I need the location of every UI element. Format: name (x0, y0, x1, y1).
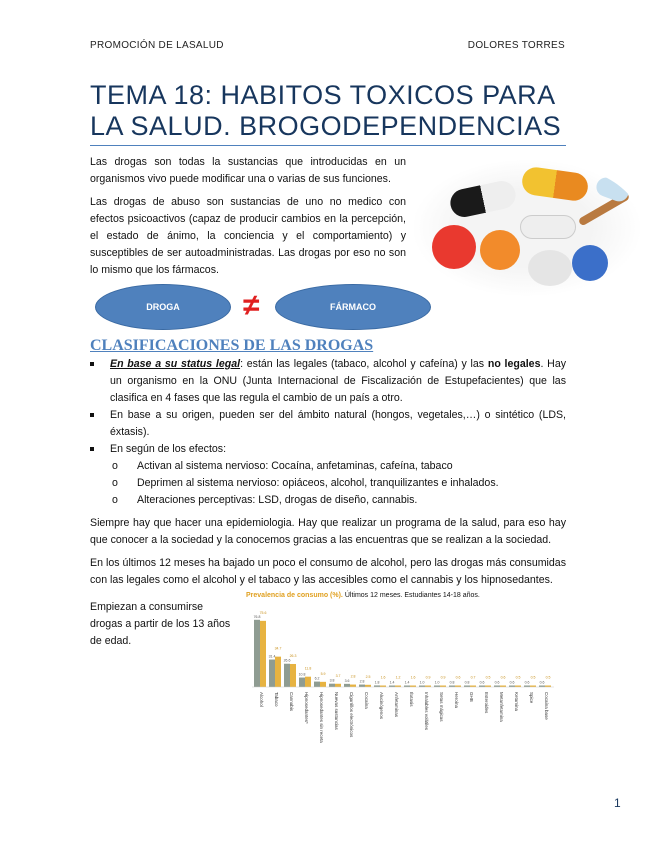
title-rule (90, 145, 566, 146)
data-label: 0.8 (464, 680, 470, 685)
data-label: 1.0 (434, 680, 440, 685)
paragraph-epidemiology: Siempre hay que hacer una epidemiologia. Hay que realizar un programa de la salud, para eso hay que conocer a la sociedad y la conocemos gracias a las encuentras que se realizan a la sociedad. (90, 517, 566, 546)
text: no legales (487, 358, 541, 370)
data-label: 0.6 (455, 675, 461, 680)
bar-2016 (350, 685, 356, 687)
category-label: GHB (469, 692, 474, 702)
data-label: 0.9 (440, 675, 446, 680)
header-left: PROMOCIÓN DE LASALUD (90, 40, 224, 51)
category-label: Alucinógenos (379, 692, 384, 720)
data-label: 2.5 (365, 674, 371, 679)
data-label: 0.9 (425, 675, 431, 680)
data-label: 0.5 (515, 675, 521, 680)
bar-2016 (305, 677, 311, 687)
intro-paragraph-1: Las drogas son todas la sustancias que introducidas en un organismos vivo puede modificar una o varias de sus funciones. (90, 156, 406, 185)
data-label: 2.8 (359, 679, 365, 684)
not-equal-symbol: ≠ (243, 289, 260, 322)
list-item: En base a su origen, pueden ser del ámbito natural (hongos, vegetales,…) o sintético (LDS, éxtasis). (90, 407, 566, 441)
data-label: 34.7 (274, 646, 282, 651)
bar-2016 (290, 664, 296, 687)
category-label: Inhalables volátiles (424, 692, 429, 731)
data-label: 1.0 (419, 680, 425, 685)
data-label: 0.6 (479, 680, 485, 685)
category-label: Ketamina (514, 692, 519, 712)
data-label: 31.4 (268, 654, 276, 659)
data-label: 0.8 (449, 680, 455, 685)
bar-2014 (329, 684, 335, 687)
chart-subtitle: Últimos 12 meses. Estudiantes 14-18 años. (344, 592, 480, 599)
bar-2016 (365, 685, 371, 687)
sub-list-item: o Alteraciones perceptivas: LSD, drogas de diseño, cannabis. (90, 492, 566, 509)
data-label: 3.6 (344, 678, 350, 683)
bar-2014 (284, 664, 290, 687)
category-label: Tabaco (274, 692, 279, 707)
data-label: 3.7 (335, 673, 341, 678)
intro-paragraph-2: Las drogas de abuso son sustancias de uno no medico con efectos psicoactivos (capaz de producir cambios en la percepción, el estado de ánimo, la conciencia y el comportamiento) y susceptibles de ser autoadministradas. Las drogas por eso no son lo mismo que los fármacos. (90, 196, 406, 276)
chart-svg (246, 591, 566, 755)
bar-2014 (314, 682, 320, 687)
text: : están las legales (tabaco, alcohol y cafeína) y las (240, 358, 488, 370)
data-label: 3.8 (329, 678, 335, 683)
data-label: 11.8 (304, 666, 312, 671)
category-label: Hipnosedantes* (304, 692, 309, 724)
category-label: Cocaína (364, 692, 369, 709)
data-label: 0.6 (524, 680, 530, 685)
data-label: 0.7 (470, 675, 476, 680)
bar-2016 (320, 682, 326, 687)
droga-oval: DROGA (95, 284, 231, 330)
category-label: Alcohol (259, 692, 264, 707)
list-item: En según de los efectos: (90, 441, 566, 458)
bar-2014 (359, 685, 365, 687)
data-label: 0.6 (500, 675, 506, 680)
data-label: 10.8 (298, 672, 306, 677)
data-label: 1.6 (410, 675, 416, 680)
data-label: 0.6 (509, 680, 515, 685)
category-label: Nuevas sustancias (334, 692, 339, 730)
data-label: 26.3 (289, 653, 297, 658)
classification-list (90, 356, 566, 509)
data-label: 76.8 (253, 614, 261, 619)
data-label: 75.6 (259, 610, 267, 615)
data-label: 0.6 (539, 680, 545, 685)
data-label: 1.4 (404, 680, 410, 685)
sub-list-item: o Activan al sistema nervioso: Cocaína, anfetaminas, cafeína, tabaco (90, 458, 566, 475)
data-label: 1.8 (374, 680, 380, 685)
paragraph-age: Empiezan a consumirse drogas a partir de los 13 años de edad. (90, 601, 231, 647)
data-label: 2.8 (350, 674, 356, 679)
data-label: 1.6 (380, 675, 386, 680)
section-heading: CLASIFICACIONES DE LAS DROGAS (90, 337, 374, 354)
category-label: Éxtasis (409, 692, 414, 707)
data-label: 0.6 (494, 680, 500, 685)
text: . Hay un organismo en la ONU (Junta Internacional de Fiscalización de Estupefacientes) que las clasifica en 4 fases que las regula el cambio de un país a otro. (110, 358, 567, 404)
chart-title: Prevalencia de consumo (%). (246, 592, 343, 599)
category-label: Setas mágicas (439, 692, 444, 722)
bar-2014 (344, 684, 350, 687)
category-label: Cocaína base (544, 692, 549, 720)
data-label: 0.5 (545, 675, 551, 680)
category-label: Esteroides (484, 692, 489, 714)
data-label: 0.5 (485, 675, 491, 680)
data-label: 1.4 (389, 680, 395, 685)
category-label: Metanfetamina (499, 692, 504, 722)
category-label: Spice (529, 692, 534, 704)
bar-2016 (260, 621, 266, 687)
list-item (90, 356, 566, 407)
intro (90, 154, 406, 279)
data-label: 0.5 (530, 675, 536, 680)
main-content (90, 154, 566, 755)
page-title: TEMA 18: HABITOS TOXICOS PARA LA SALUD. BROGODEPENDENCIAS (90, 80, 562, 141)
bar-2014 (269, 660, 275, 687)
farmaco-oval: FÁRMACO (275, 284, 431, 330)
header-right: DOLORES TORRES (467, 40, 565, 51)
category-label: Cigarrillos electrónicos (349, 692, 354, 738)
paragraph-consumption: En los últimos 12 meses ha bajado un poco el consumo de alcohol, pero las drogas más consumidas con las legales como el alcohol y el tabaco y las accesibles como el cannabis y los hipnosedantes. (90, 557, 566, 586)
legal-status-label: En base a su status legal (110, 358, 241, 370)
age-and-chart-row (90, 591, 566, 755)
category-label: Anfetaminas (394, 692, 399, 718)
category-label: Hipnosedantes sin receta (319, 692, 324, 743)
droga-farmaco-diagram (90, 284, 566, 330)
prevalence-chart (246, 591, 566, 755)
page-number: 1 (614, 796, 621, 810)
data-label: 6.2 (314, 676, 320, 681)
bar-2016 (335, 684, 341, 687)
data-label: 26.6 (283, 658, 291, 663)
category-label: Heroína (454, 692, 459, 709)
data-label: 5.9 (320, 671, 326, 676)
category-label: Cannabis (289, 692, 294, 712)
bar-2014 (299, 678, 305, 687)
bar-2014 (254, 620, 260, 687)
sub-list-item: o Deprimen al sistema nervioso: opiáceos, alcohol, tranquilizantes e inhalados. (90, 475, 566, 492)
bar-2016 (275, 657, 281, 687)
data-label: 1.2 (395, 675, 401, 680)
